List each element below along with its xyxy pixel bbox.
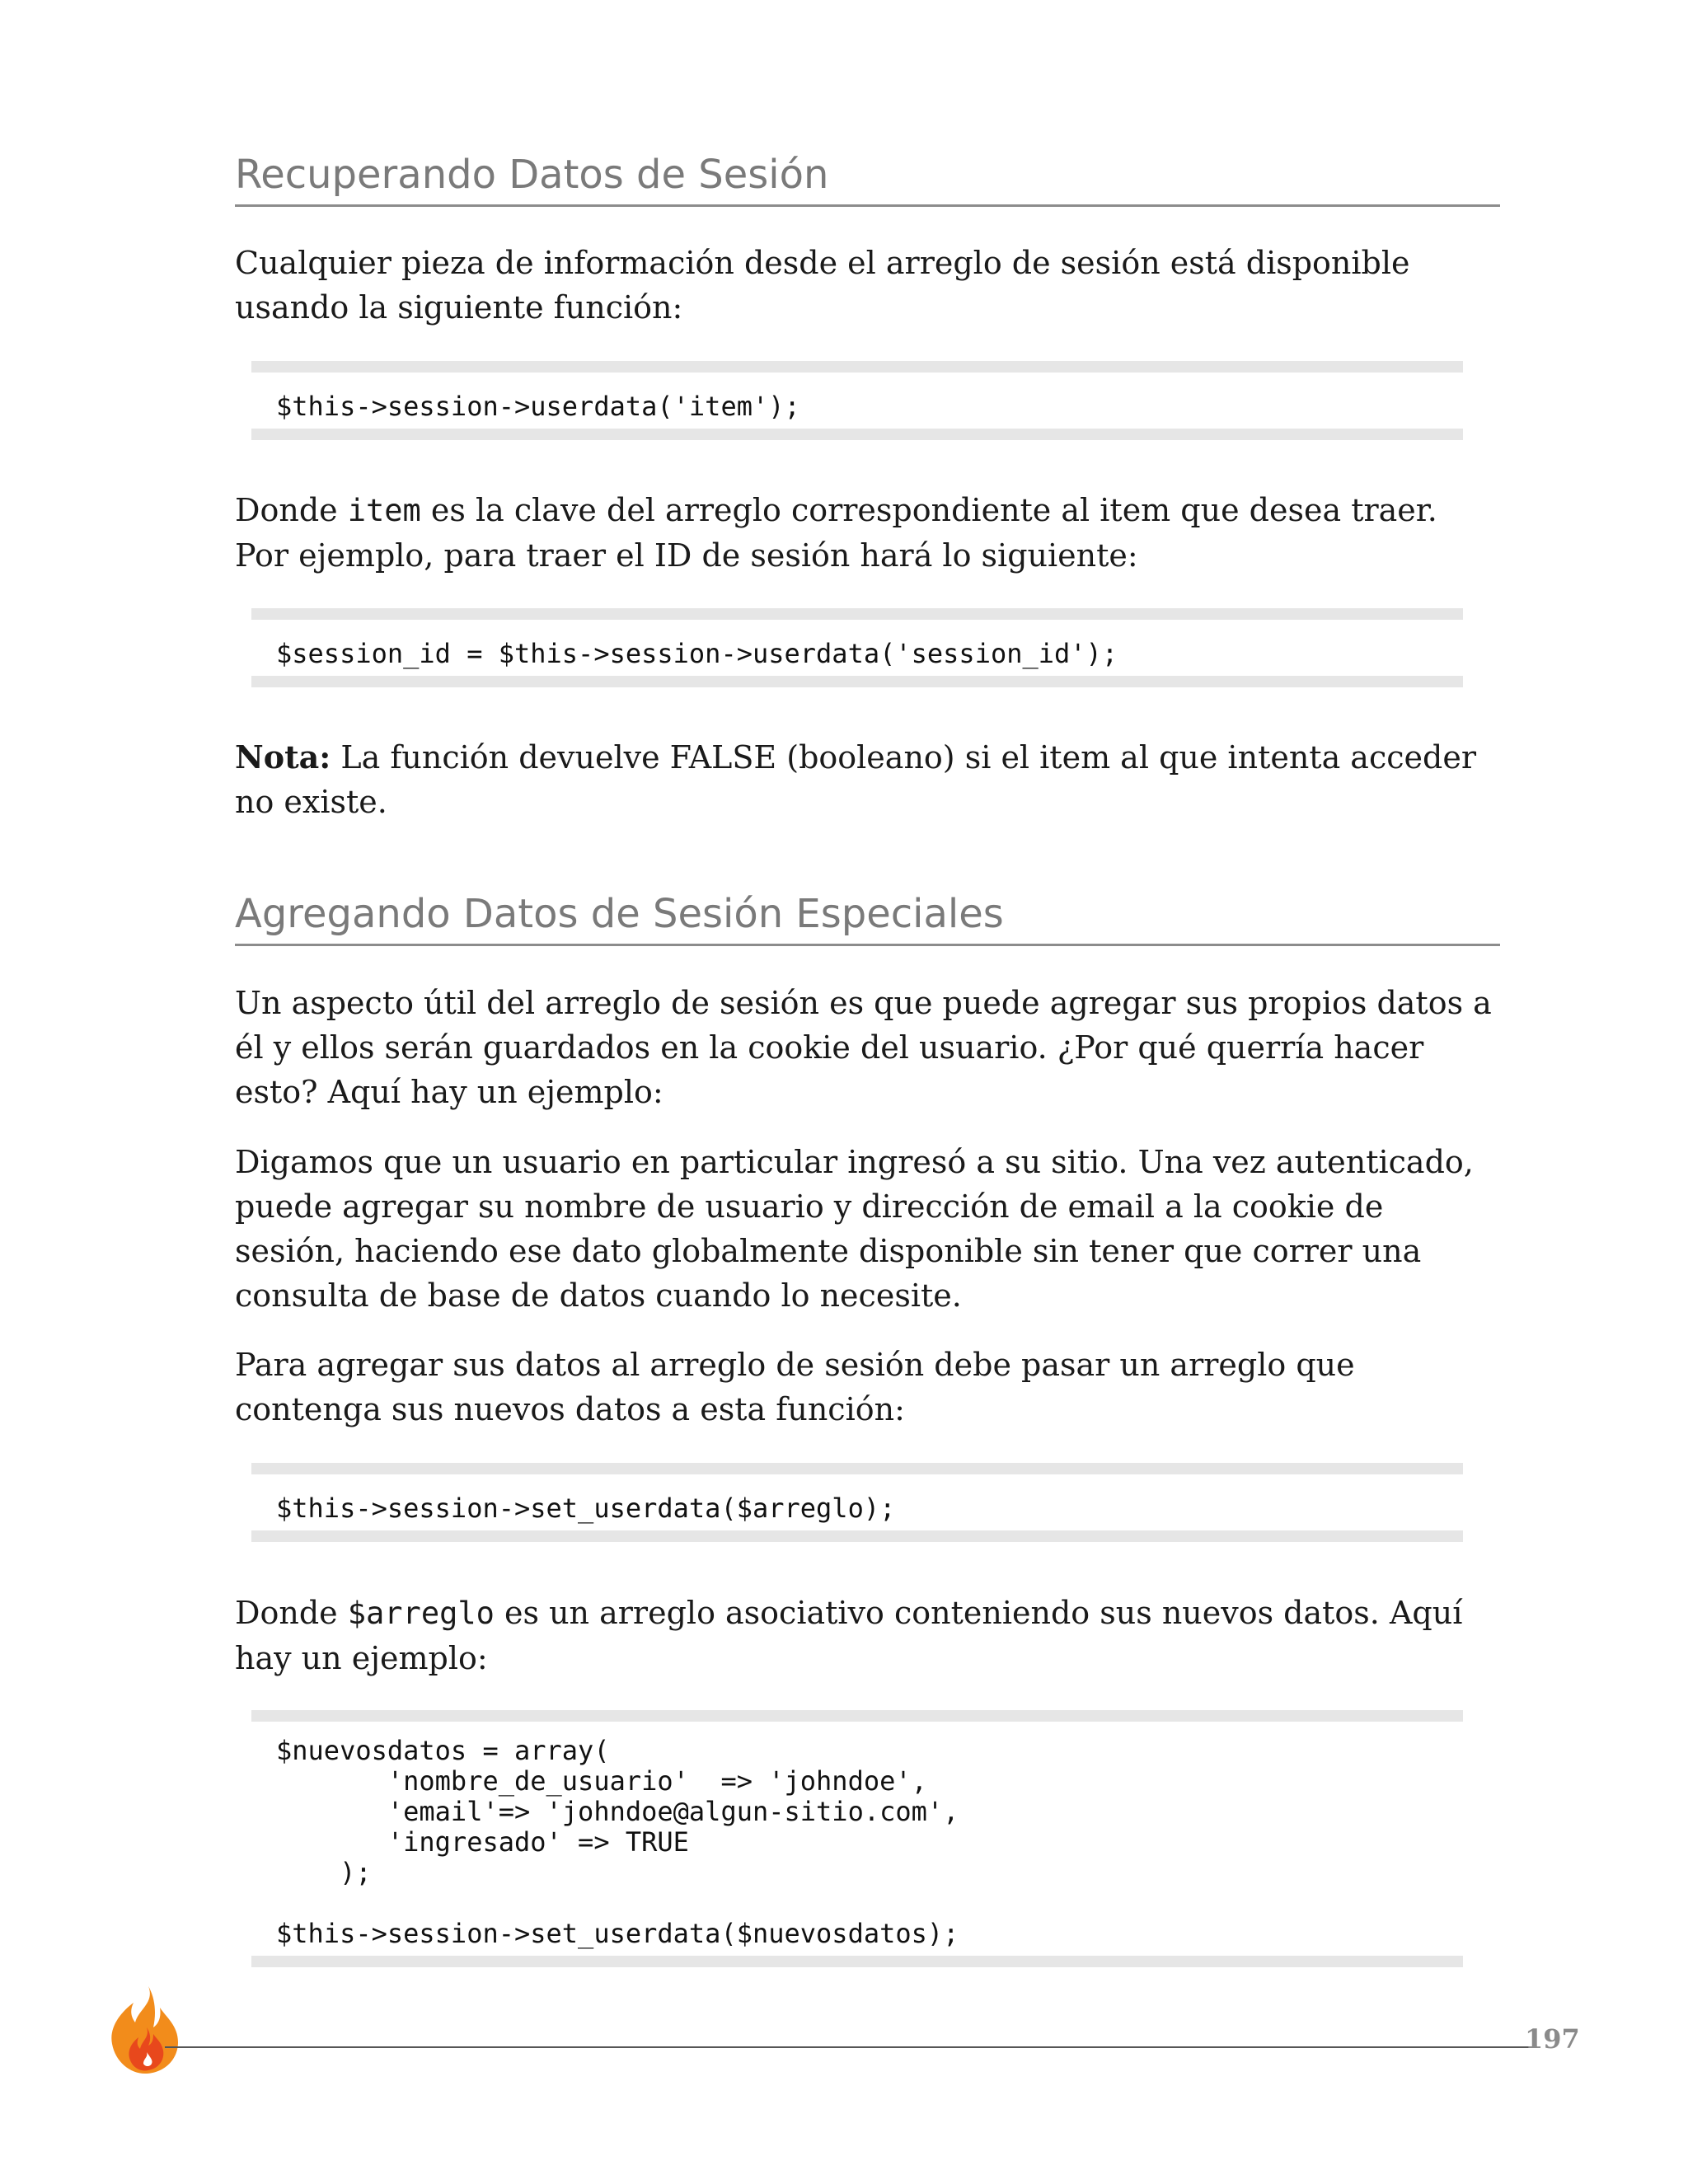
note-text: La función devuelve FALSE (booleano) si el item al que intenta acceder no existe. — [235, 739, 1476, 820]
note-label: Nota: — [235, 738, 331, 776]
code-block-nuevosdatos — [251, 1710, 1463, 1967]
code-block-set-userdata — [251, 1463, 1463, 1542]
inline-code: $arreglo — [347, 1596, 495, 1631]
footer-rule — [165, 2046, 1537, 2048]
paragraph-note — [235, 735, 1500, 824]
code-block-userdata — [251, 361, 1463, 440]
paragraph-intro: Cualquier pieza de información desde el arreglo de sesión está disponible usando la siguiente función: — [235, 245, 1410, 326]
paragraph-example-user: Digamos que un usuario en particular ingresó a su sitio. Una vez autenticado, puede agregar su nombre de usuario y dirección de email a la cookie de sesión, haciendo ese dato globalmente disponible sin tener que correr una consulta de base de datos cuando lo necesite. — [235, 1144, 1474, 1314]
paragraph-arreglo — [235, 1591, 1500, 1680]
text: Donde — [235, 1595, 348, 1631]
text: Donde — [235, 492, 348, 528]
text: es la clave del arreglo correspondiente al item que desea traer. Por ejemplo, para traer el ID de sesión hará lo siguiente: — [235, 492, 1437, 574]
code-block-session-id — [251, 608, 1463, 687]
code-text: $this->session->userdata('item'); — [276, 391, 800, 422]
paragraph-useful-aspect: Un aspecto útil del arreglo de sesión es que puede agregar sus propios datos a él y ellos serán guardados en la cookie del usuario. ¿Por qué querría hacer esto? Aquí hay un ejemplo: — [235, 985, 1492, 1110]
code-text: $this->session->set_userdata($arreglo); — [276, 1493, 896, 1524]
section-heading-adding: Agregando Datos de Sesión Especiales — [235, 891, 1004, 937]
text: es un arreglo asociativo conteniendo sus nuevos datos. Aquí hay un ejemplo: — [235, 1595, 1463, 1676]
paragraph-add-data: Para agregar sus datos al arreglo de sesión debe pasar un arreglo que contenga sus nuevos datos a esta función: — [235, 1347, 1355, 1427]
code-text: $session_id = $this->session->userdata('session_id'); — [276, 638, 1118, 669]
paragraph-item-key — [235, 488, 1500, 578]
flame-icon — [106, 1985, 181, 2075]
page-number: 197 — [1525, 2023, 1580, 2055]
inline-code: item — [347, 493, 421, 528]
code-text: $nuevosdatos = array( 'nombre_de_usuario' => 'johndoe', 'email'=> 'johndoe@algun-sitio.com', 'ingresado' => TRUE ); $this->session->set_userdata($nuevosdatos); — [276, 1735, 959, 1949]
heading-rule — [235, 944, 1500, 946]
section-heading-retrieving: Recuperando Datos de Sesión — [235, 152, 829, 198]
heading-rule — [235, 204, 1500, 207]
